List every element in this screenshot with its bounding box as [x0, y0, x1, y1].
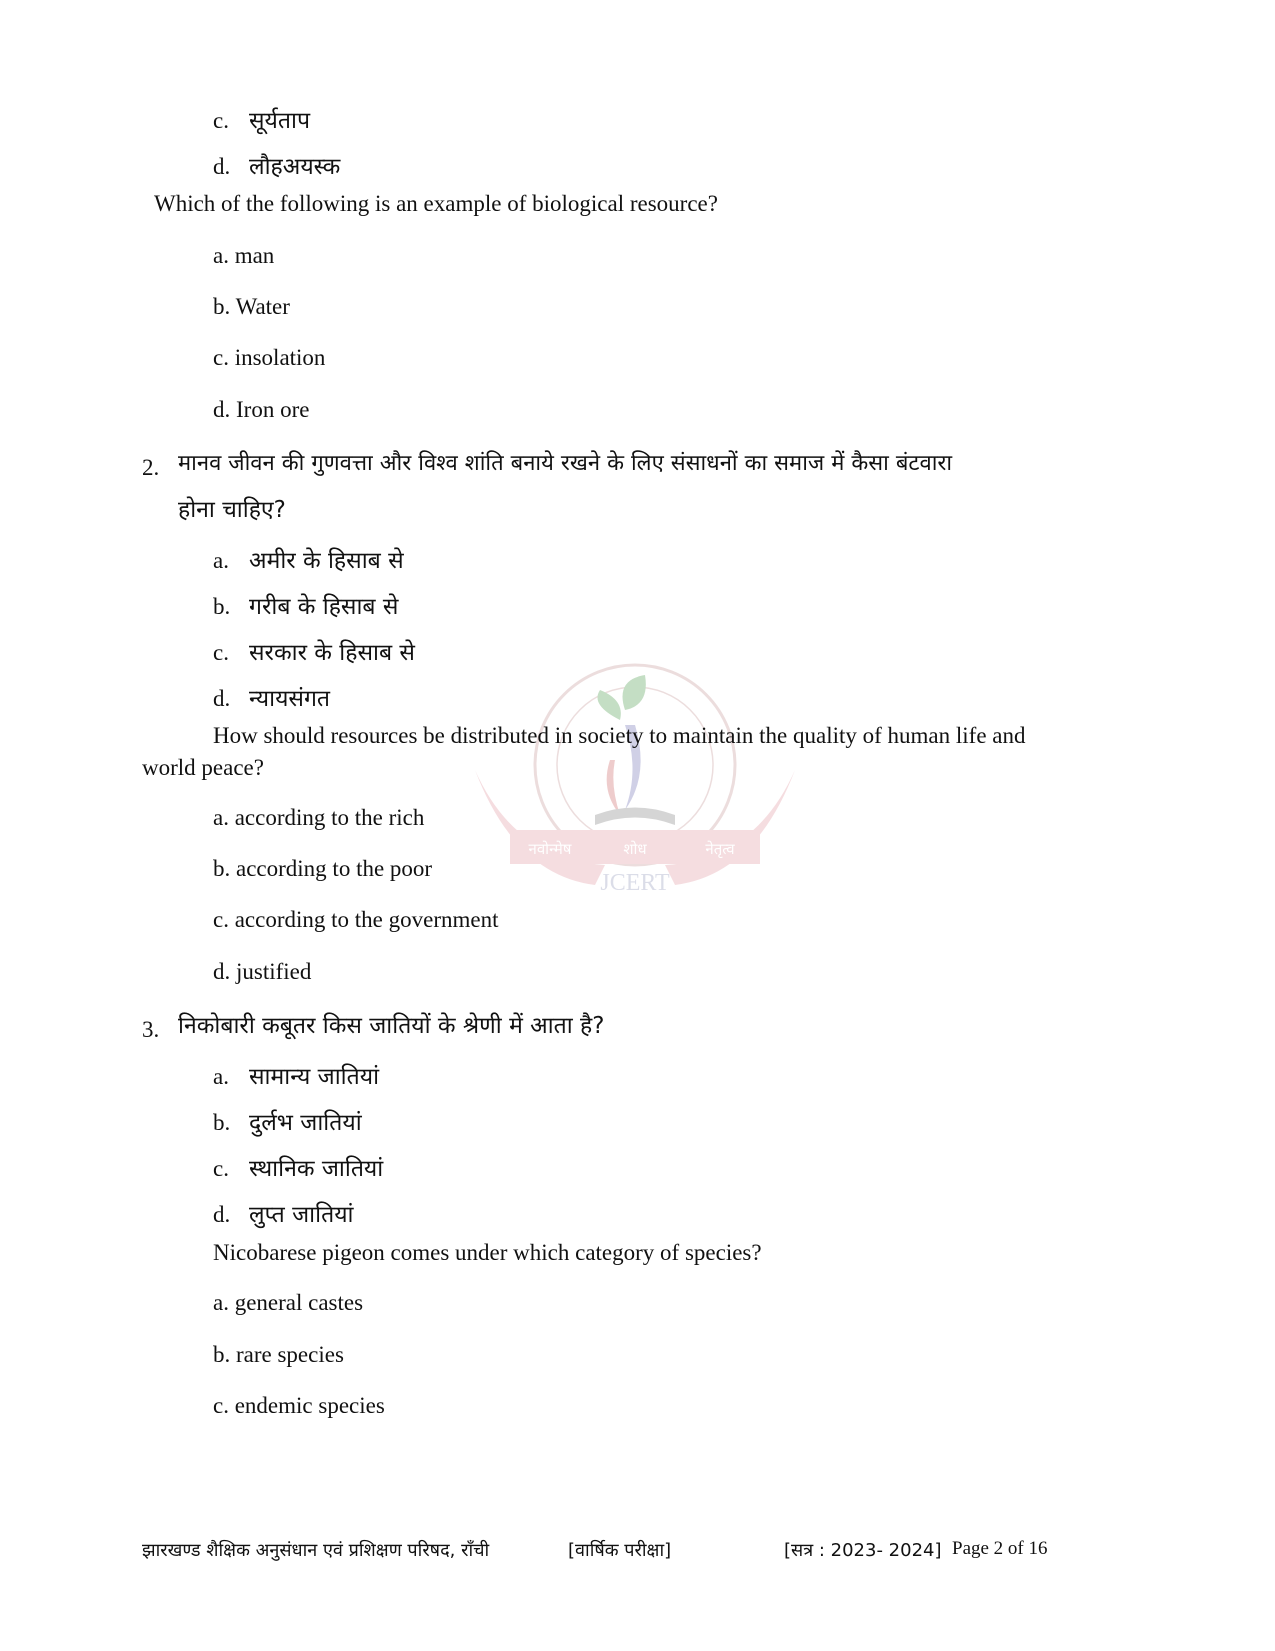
- q2-hi-question-line1: मानव जीवन की गुणवत्ता और विश्व शांति बनाये रखने के लिए संसाधनों का समाज में कैसा बंटवारा: [178, 451, 953, 476]
- q2-hi-option-d: d. न्यायसंगत: [213, 686, 331, 712]
- q1-hi-option-d: d. लौहअयस्क: [213, 154, 341, 180]
- q1-en-question: Which of the following is an example of biological resource?: [154, 191, 718, 216]
- q1-en-option-c: c. insolation: [213, 345, 326, 370]
- q3-number: 3.: [142, 1017, 160, 1042]
- q3-en-option-a: a. general castes: [213, 1290, 364, 1315]
- q2-hi-question-line2: होना चाहिए?: [178, 497, 286, 523]
- q3-en-question: Nicobarese pigeon comes under which category of species?: [213, 1240, 762, 1265]
- q3-hi-option-b: b. दुर्लभ जातियां: [213, 1110, 362, 1136]
- q2-en-option-a: a. according to the rich: [213, 805, 425, 830]
- q2-en-option-b: b. according to the poor: [213, 856, 433, 881]
- q3-en-option-b: b. rare species: [213, 1342, 344, 1367]
- footer-page-number: Page 2 of 16: [952, 1538, 1048, 1559]
- q3-en-option-c: c. endemic species: [213, 1393, 385, 1418]
- q1-en-option-b: b. Water: [213, 294, 290, 319]
- q2-hi-option-a: a. अमीर के हिसाब से: [213, 548, 404, 574]
- watermark-banner-word-1: नवोन्मेष: [528, 840, 572, 858]
- watermark-banner-word-2: शोध: [623, 840, 647, 858]
- footer-session: [सत्र : 2023- 2024]: [784, 1540, 942, 1561]
- q3-hi-option-d: d. लुप्त जातियां: [213, 1202, 354, 1228]
- q2-hi-option-c: c. सरकार के हिसाब से: [213, 640, 415, 666]
- watermark-banner-word-3: नेतृत्व: [705, 840, 735, 858]
- q2-hi-option-b: b. गरीब के हिसाब से: [213, 594, 399, 620]
- q1-en-option-d: d. Iron ore: [213, 397, 310, 422]
- q1-en-option-a: a. man: [213, 243, 275, 268]
- q3-hi-option-c: c. स्थानिक जातियां: [213, 1156, 384, 1182]
- q2-en-question-line2: world peace?: [142, 755, 264, 780]
- q1-hi-option-c: c. सूर्यताप: [213, 108, 311, 134]
- q2-en-question-line1: How should resources be distributed in society to maintain the quality of human life and: [213, 723, 1026, 748]
- q2-en-option-c: c. according to the government: [213, 907, 499, 932]
- q2-en-option-d: d. justified: [213, 959, 312, 984]
- q3-hi-question: निकोबारी कबूतर किस जातियों के श्रेणी में आता है?: [178, 1013, 605, 1039]
- footer-org: झारखण्ड शैक्षिक अनुसंधान एवं प्रशिक्षण परिषद, राँची: [142, 1540, 490, 1561]
- watermark-acronym: JCERT: [600, 870, 670, 896]
- q2-number: 2.: [142, 455, 160, 480]
- q3-hi-option-a: a. सामान्य जातियां: [213, 1064, 380, 1090]
- footer-exam: [वार्षिक परीक्षा]: [568, 1540, 672, 1561]
- jcert-logo-watermark: [475, 650, 795, 940]
